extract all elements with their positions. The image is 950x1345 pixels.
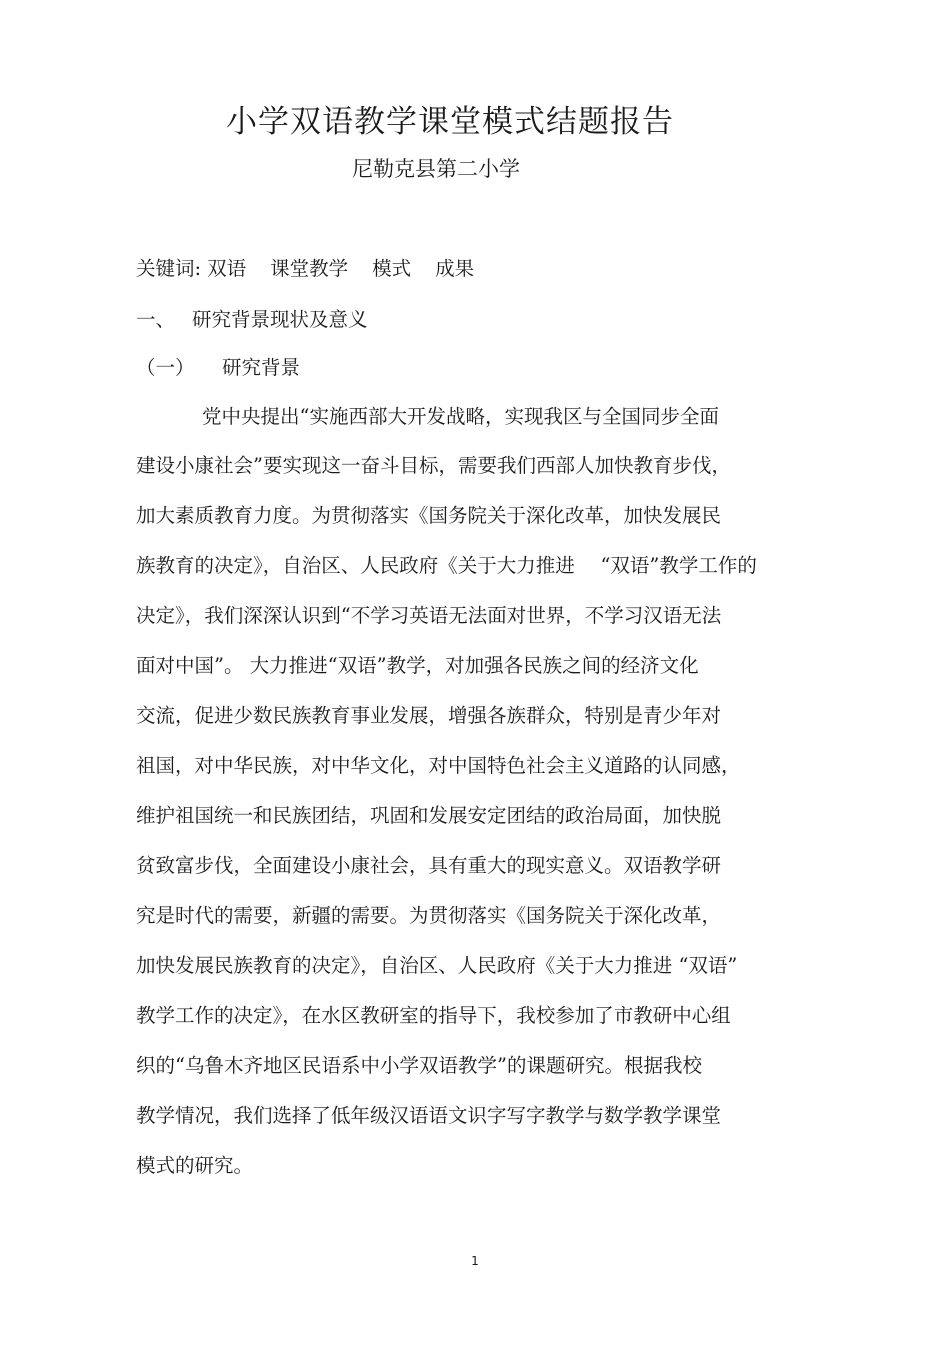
subsection-heading [136, 358, 300, 378]
keywords-line [136, 259, 498, 279]
section-title: 研究背景现状及意义 [192, 308, 368, 331]
keyword-item: 成果 [435, 257, 475, 280]
section-heading [136, 310, 368, 330]
body-line: 面对中国”。 大力推进“双语”教学，对加强各民族之间的经济文化 [136, 654, 699, 677]
section-number: 一、 [136, 308, 176, 331]
body-line: 建设小康社会”要实现这一奋斗目标，需要我们西部人加快教育步伐， [136, 454, 731, 477]
page-number: 1 [471, 1254, 479, 1268]
body-line: 教学情况，我们选择了低年级汉语语文识字写字教学与数学教学课堂 [136, 1104, 722, 1127]
body-line: 贫致富步伐，全面建设小康社会，具有重大的现实意义。双语教学研 [136, 854, 722, 877]
subsection-title: 研究背景 [222, 356, 301, 379]
body-line: 究是时代的需要，新疆的需要。为贯彻落实《国务院关于深化改革， [136, 904, 722, 927]
body-line: 织的“乌鲁木齐地区民语系中小学双语教学”的课题研究。根据我校 [136, 1054, 702, 1077]
keywords-label: 关键词: [136, 257, 202, 280]
keyword-item: 模式 [372, 257, 412, 280]
body-line: 决定》，我们深深认识到“不学习英语无法面对世界，不学习汉语无法 [136, 604, 722, 627]
keyword-item: 双语 [207, 257, 247, 280]
body-line: 祖国，对中华民族，对中华文化，对中国特色社会主义道路的认同感， [136, 754, 741, 777]
body-line: 教学工作的决定》，在水区教研室的指导下，我校参加了市教研中心组 [136, 1004, 731, 1027]
body-line: 交流，促进少数民族教育事业发展，增强各族群众，特别是青少年对 [136, 704, 722, 727]
document-title: 小学双语教学课堂模式结题报告 [226, 104, 674, 140]
body-line: 模式的研究。 [136, 1154, 254, 1177]
body-line: 加大素质教育力度。为贯彻落实《国务院关于深化改革，加快发展民 [136, 504, 722, 527]
body-line: 党中央提出“实施西部大开发战略，实现我区与全国同步全面 [202, 405, 719, 428]
body-line: 族教育的决定》，自治区、人民政府《关于大力推进 “双语”教学工作的 [136, 554, 757, 577]
subsection-number: （一） [136, 356, 195, 379]
body-line: 维护祖国统一和民族团结，巩固和发展安定团结的政治局面，加快脱 [136, 804, 722, 827]
school-name: 尼勒克县第二小学 [352, 157, 520, 181]
body-line: 加快发展民族教育的决定》，自治区、人民政府《关于大力推进 “双语” [136, 954, 738, 977]
keyword-item: 课堂教学 [270, 257, 349, 280]
